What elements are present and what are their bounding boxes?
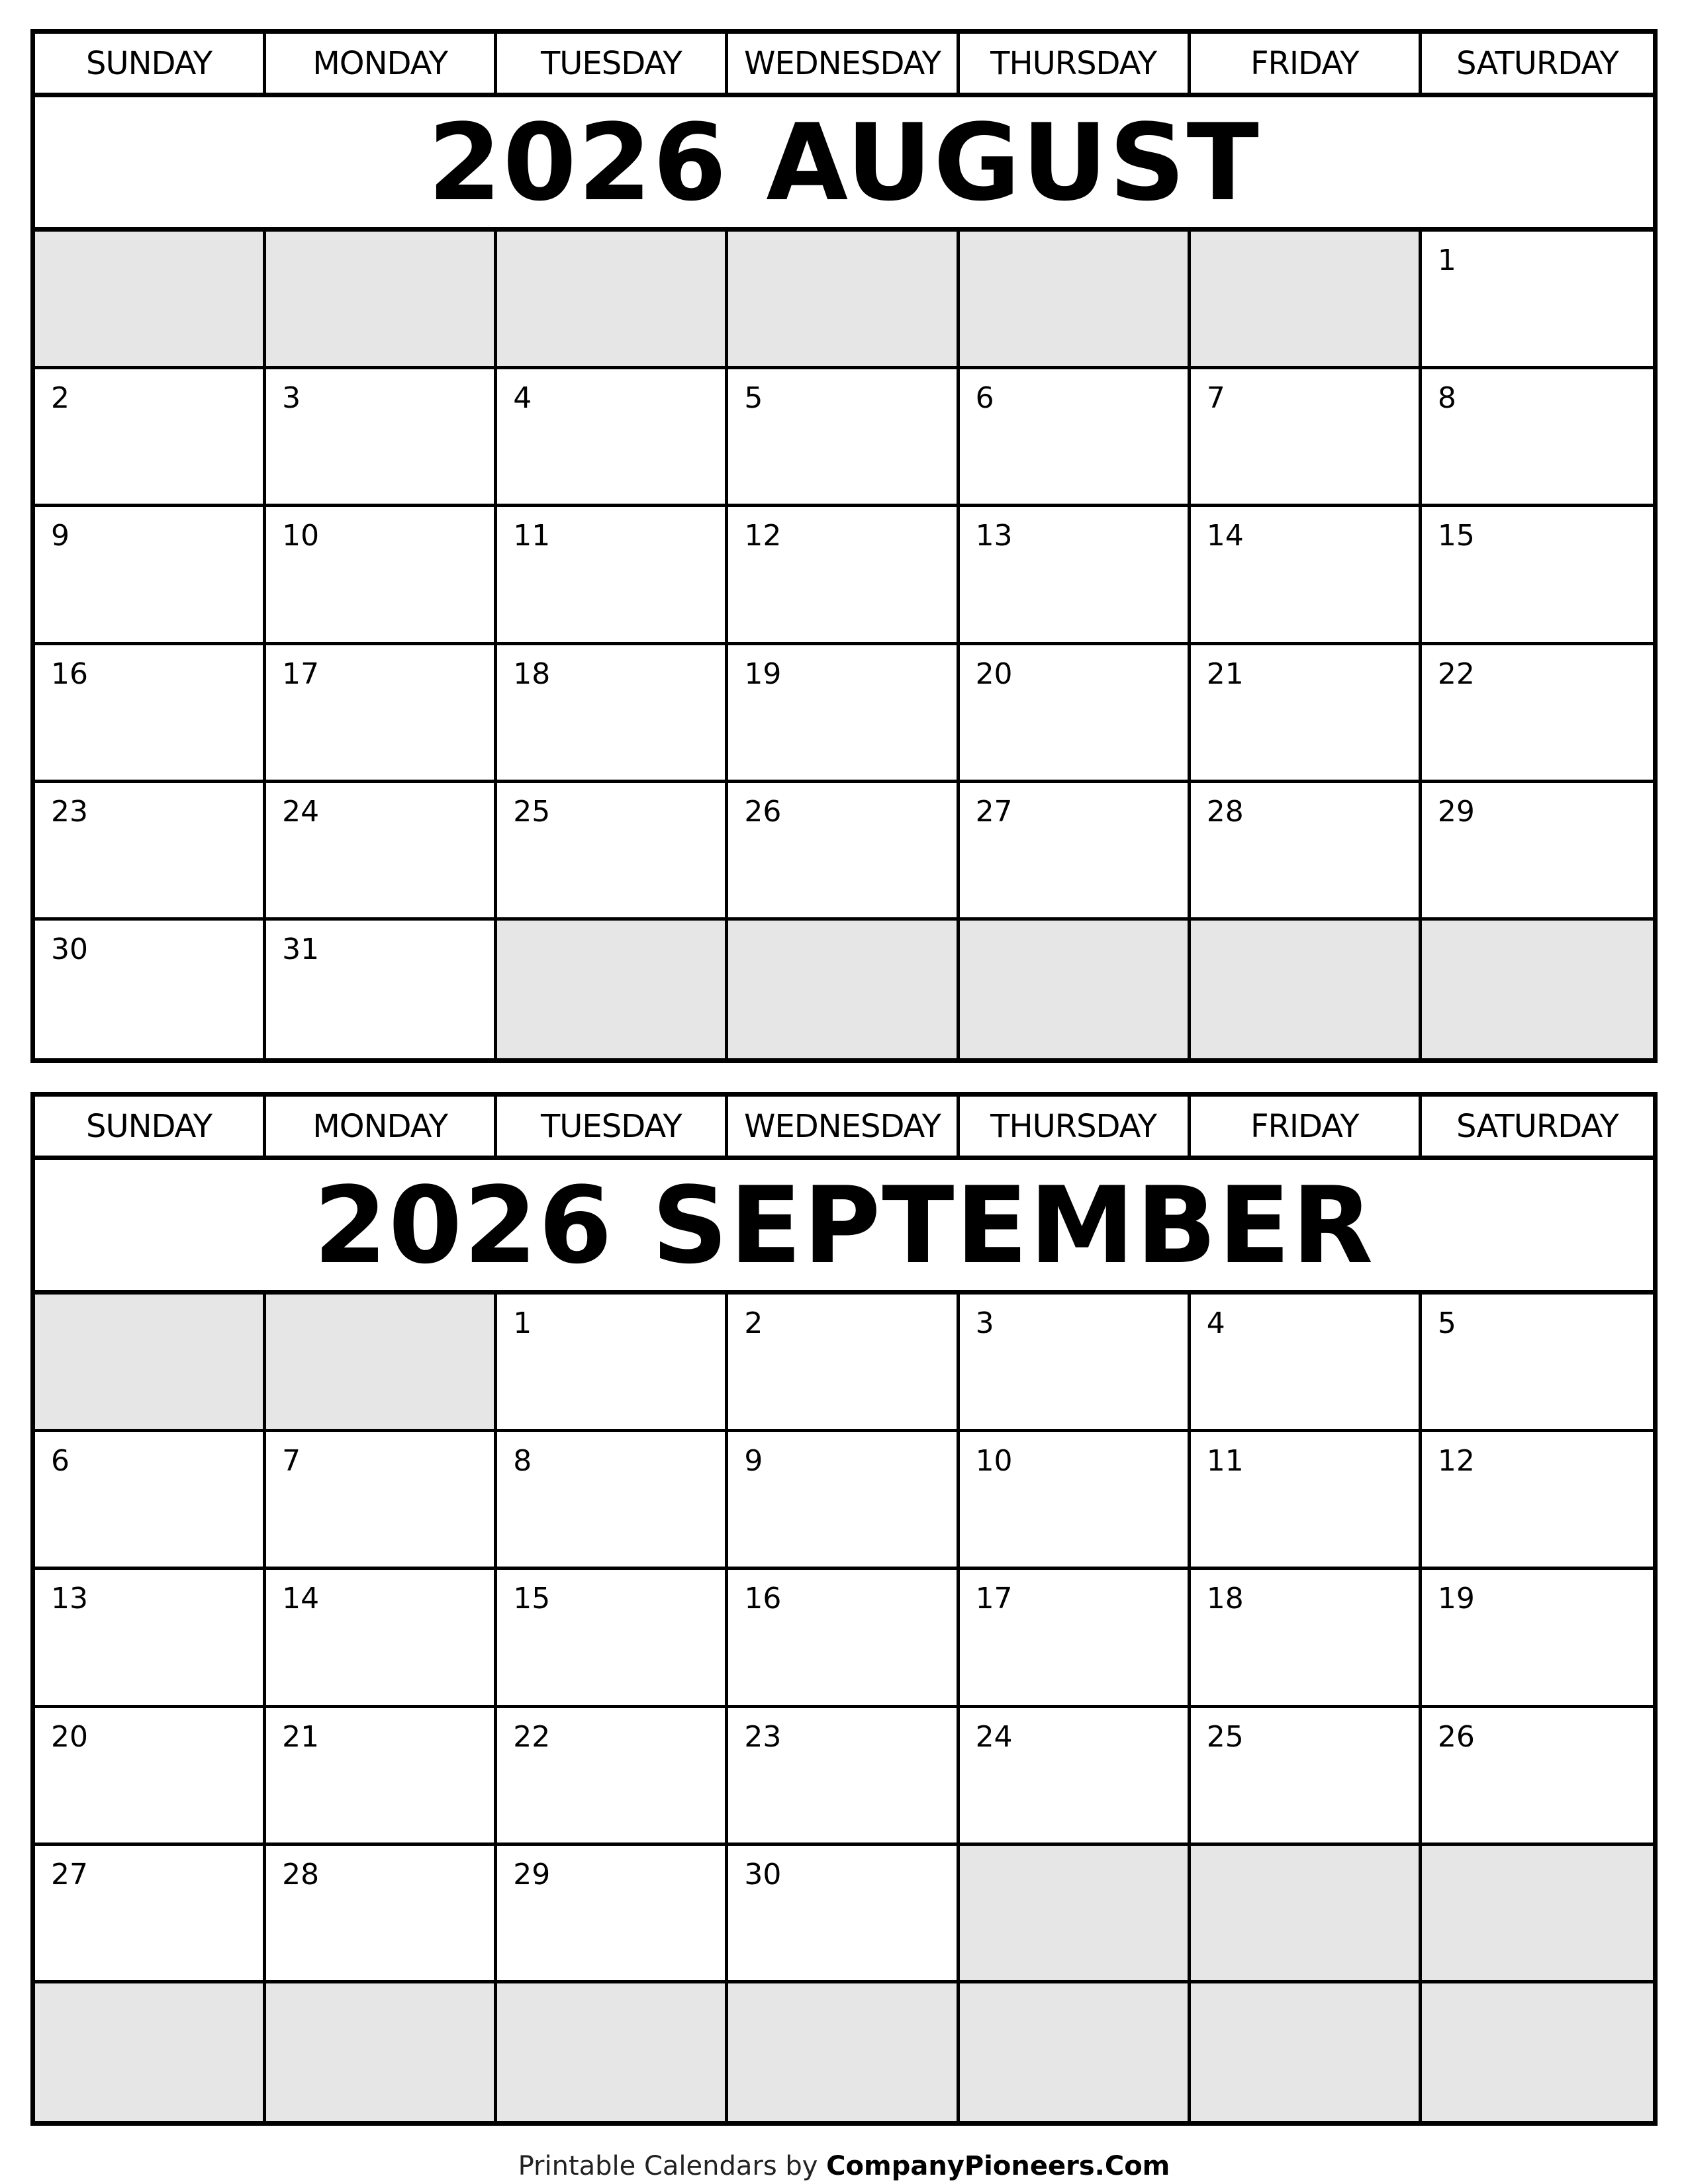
day-cell	[1191, 783, 1422, 921]
day-cell	[35, 1432, 266, 1570]
calendar-august	[30, 29, 1658, 1063]
day-number: 3	[282, 381, 301, 416]
day-cell	[497, 507, 728, 645]
day-number: 19	[1437, 1582, 1475, 1616]
day-cell	[728, 369, 959, 507]
empty-day-cell	[1422, 921, 1653, 1058]
day-cell	[497, 1570, 728, 1707]
day-number: 19	[744, 657, 782, 691]
day-cell	[35, 369, 266, 507]
day-cell	[1422, 1708, 1653, 1846]
day-number: 13	[51, 1582, 88, 1616]
day-number: 29	[513, 1857, 551, 1891]
empty-day-cell	[497, 1983, 728, 2121]
day-number: 7	[1206, 381, 1225, 416]
empty-day-cell	[1191, 1846, 1422, 1983]
weekday-header-row	[35, 1097, 1653, 1160]
empty-day-cell	[1191, 232, 1422, 369]
day-cell	[728, 1432, 959, 1570]
day-number: 8	[513, 1444, 532, 1479]
day-cell	[728, 1846, 959, 1983]
day-number: 23	[51, 794, 88, 829]
weekday-saturday: SATURDAY	[1456, 1107, 1618, 1145]
day-number: 27	[51, 1857, 88, 1891]
day-grid	[35, 232, 1653, 1058]
day-cell	[728, 1570, 959, 1707]
day-cell	[266, 645, 497, 783]
day-cell	[1191, 1295, 1422, 1432]
day-cell	[960, 1432, 1191, 1570]
day-number: 18	[1206, 1582, 1244, 1616]
day-cell	[960, 1570, 1191, 1707]
day-number: 11	[1206, 1444, 1244, 1479]
weekday-thursday: THURSDAY	[960, 34, 1191, 93]
day-cell	[497, 1432, 728, 1570]
weekday-wednesday: WEDNESDAY	[728, 1097, 959, 1156]
day-cell	[960, 369, 1191, 507]
day-cell	[35, 1846, 266, 1983]
day-number: 21	[1206, 657, 1244, 691]
footer-brand[interactable]: CompanyPioneers.Com	[826, 2151, 1170, 2181]
day-number: 26	[1437, 1719, 1475, 1754]
day-number: 15	[513, 1582, 551, 1616]
day-number: 5	[744, 381, 763, 416]
day-cell	[497, 783, 728, 921]
day-number: 7	[282, 1444, 301, 1479]
day-number: 20	[51, 1719, 88, 1754]
day-number: 29	[1437, 794, 1475, 829]
month-title: 2026 AUGUST	[35, 97, 1653, 232]
day-number: 12	[744, 519, 782, 553]
day-number: 12	[1437, 1444, 1475, 1479]
day-cell	[497, 1846, 728, 1983]
day-number: 1	[1437, 244, 1456, 277]
day-number: 17	[975, 1582, 1013, 1616]
day-cell	[266, 783, 497, 921]
day-number: 11	[513, 519, 551, 553]
weekday-saturday: SATURDAY	[1456, 44, 1618, 82]
day-cell	[35, 507, 266, 645]
day-number: 4	[1206, 1306, 1225, 1340]
day-number: 18	[513, 657, 551, 691]
day-cell	[728, 1295, 959, 1432]
day-cell	[35, 1570, 266, 1707]
empty-day-cell	[35, 1983, 266, 2121]
day-cell	[728, 783, 959, 921]
day-number: 30	[51, 932, 88, 966]
day-cell	[497, 1295, 728, 1432]
day-number: 22	[513, 1719, 551, 1754]
weekday-friday: FRIDAY	[1191, 34, 1422, 93]
footer-prefix: Printable Calendars by	[518, 2151, 827, 2181]
day-number: 20	[975, 657, 1013, 691]
day-cell	[35, 1708, 266, 1846]
day-number: 6	[975, 381, 994, 416]
day-number: 28	[282, 1857, 320, 1891]
day-number: 9	[744, 1444, 763, 1479]
day-number: 15	[1437, 519, 1475, 553]
empty-day-cell	[266, 1295, 497, 1432]
day-cell	[266, 1846, 497, 1983]
day-number: 6	[51, 1444, 70, 1479]
day-cell	[266, 1570, 497, 1707]
day-number: 2	[51, 381, 70, 416]
day-cell	[1422, 1295, 1653, 1432]
day-cell	[266, 369, 497, 507]
weekday-tuesday: TUESDAY	[497, 34, 728, 93]
day-cell	[35, 921, 266, 1058]
empty-day-cell	[960, 232, 1191, 369]
empty-day-cell	[1191, 921, 1422, 1058]
weekday-monday: MONDAY	[266, 34, 497, 93]
day-number: 24	[975, 1719, 1013, 1754]
day-cell	[1191, 1432, 1422, 1570]
empty-day-cell	[497, 921, 728, 1058]
empty-day-cell	[35, 1295, 266, 1432]
day-number: 25	[513, 794, 551, 829]
weekday-monday: MONDAY	[266, 1097, 497, 1156]
day-cell	[1191, 645, 1422, 783]
day-number: 26	[744, 794, 782, 829]
empty-day-cell	[728, 1983, 959, 2121]
day-cell	[1422, 369, 1653, 507]
day-number: 22	[1437, 657, 1475, 691]
weekday-thursday: THURSDAY	[960, 1097, 1191, 1156]
empty-day-cell	[497, 232, 728, 369]
day-number: 27	[975, 794, 1013, 829]
empty-day-cell	[728, 921, 959, 1058]
day-cell	[728, 507, 959, 645]
empty-day-cell	[728, 232, 959, 369]
day-cell	[266, 921, 497, 1058]
day-cell	[1422, 507, 1653, 645]
day-cell	[1191, 1708, 1422, 1846]
day-number: 3	[975, 1306, 994, 1340]
day-cell	[497, 369, 728, 507]
day-number: 30	[744, 1857, 782, 1891]
day-cell	[497, 645, 728, 783]
day-number: 28	[1206, 794, 1244, 829]
empty-day-cell	[960, 1846, 1191, 1983]
day-cell	[960, 1708, 1191, 1846]
day-cell	[1191, 369, 1422, 507]
day-number: 31	[282, 932, 320, 966]
day-cell	[266, 507, 497, 645]
empty-day-cell	[960, 1983, 1191, 2121]
day-cell	[497, 1708, 728, 1846]
day-number: 25	[1206, 1719, 1244, 1754]
day-cell	[960, 783, 1191, 921]
weekday-sunday: SUNDAY	[35, 34, 266, 93]
day-number: 14	[1206, 519, 1244, 553]
day-cell	[960, 507, 1191, 645]
day-number: 17	[282, 657, 320, 691]
day-number: 2	[744, 1306, 763, 1340]
day-cell	[1191, 507, 1422, 645]
empty-day-cell	[266, 232, 497, 369]
day-cell	[35, 645, 266, 783]
day-cell	[1422, 783, 1653, 921]
day-cell	[728, 645, 959, 783]
day-cell	[1422, 1432, 1653, 1570]
day-cell	[266, 1708, 497, 1846]
day-cell	[35, 783, 266, 921]
weekday-friday: FRIDAY	[1191, 1097, 1422, 1156]
footer-credit	[0, 2151, 1688, 2181]
weekday-tuesday: TUESDAY	[497, 1097, 728, 1156]
weekday-wednesday: WEDNESDAY	[728, 34, 959, 93]
day-number: 8	[1437, 381, 1456, 416]
day-number: 24	[282, 794, 320, 829]
day-cell	[1422, 232, 1653, 369]
day-grid	[35, 1295, 1653, 2121]
day-number: 13	[975, 519, 1013, 553]
day-number: 10	[282, 519, 320, 553]
day-cell	[728, 1708, 959, 1846]
day-cell	[960, 1295, 1191, 1432]
day-number: 14	[282, 1582, 320, 1616]
day-number: 10	[975, 1444, 1013, 1479]
day-number: 23	[744, 1719, 782, 1754]
day-cell	[1422, 645, 1653, 783]
empty-day-cell	[1191, 1983, 1422, 2121]
weekday-header-row	[35, 34, 1653, 97]
empty-day-cell	[960, 921, 1191, 1058]
day-number: 5	[1437, 1306, 1456, 1340]
day-number: 9	[51, 519, 70, 553]
empty-day-cell	[1422, 1846, 1653, 1983]
day-number: 1	[513, 1306, 532, 1340]
day-number: 21	[282, 1719, 320, 1754]
day-number: 16	[51, 657, 88, 691]
day-cell	[266, 1432, 497, 1570]
month-title: 2026 SEPTEMBER	[35, 1160, 1653, 1295]
day-cell	[960, 645, 1191, 783]
day-number: 4	[513, 381, 532, 416]
empty-day-cell	[1422, 1983, 1653, 2121]
day-number: 16	[744, 1582, 782, 1616]
empty-day-cell	[266, 1983, 497, 2121]
day-cell	[1422, 1570, 1653, 1707]
day-cell	[1191, 1570, 1422, 1707]
empty-day-cell	[35, 232, 266, 369]
calendar-september	[30, 1092, 1658, 2126]
weekday-sunday: SUNDAY	[35, 1097, 266, 1156]
